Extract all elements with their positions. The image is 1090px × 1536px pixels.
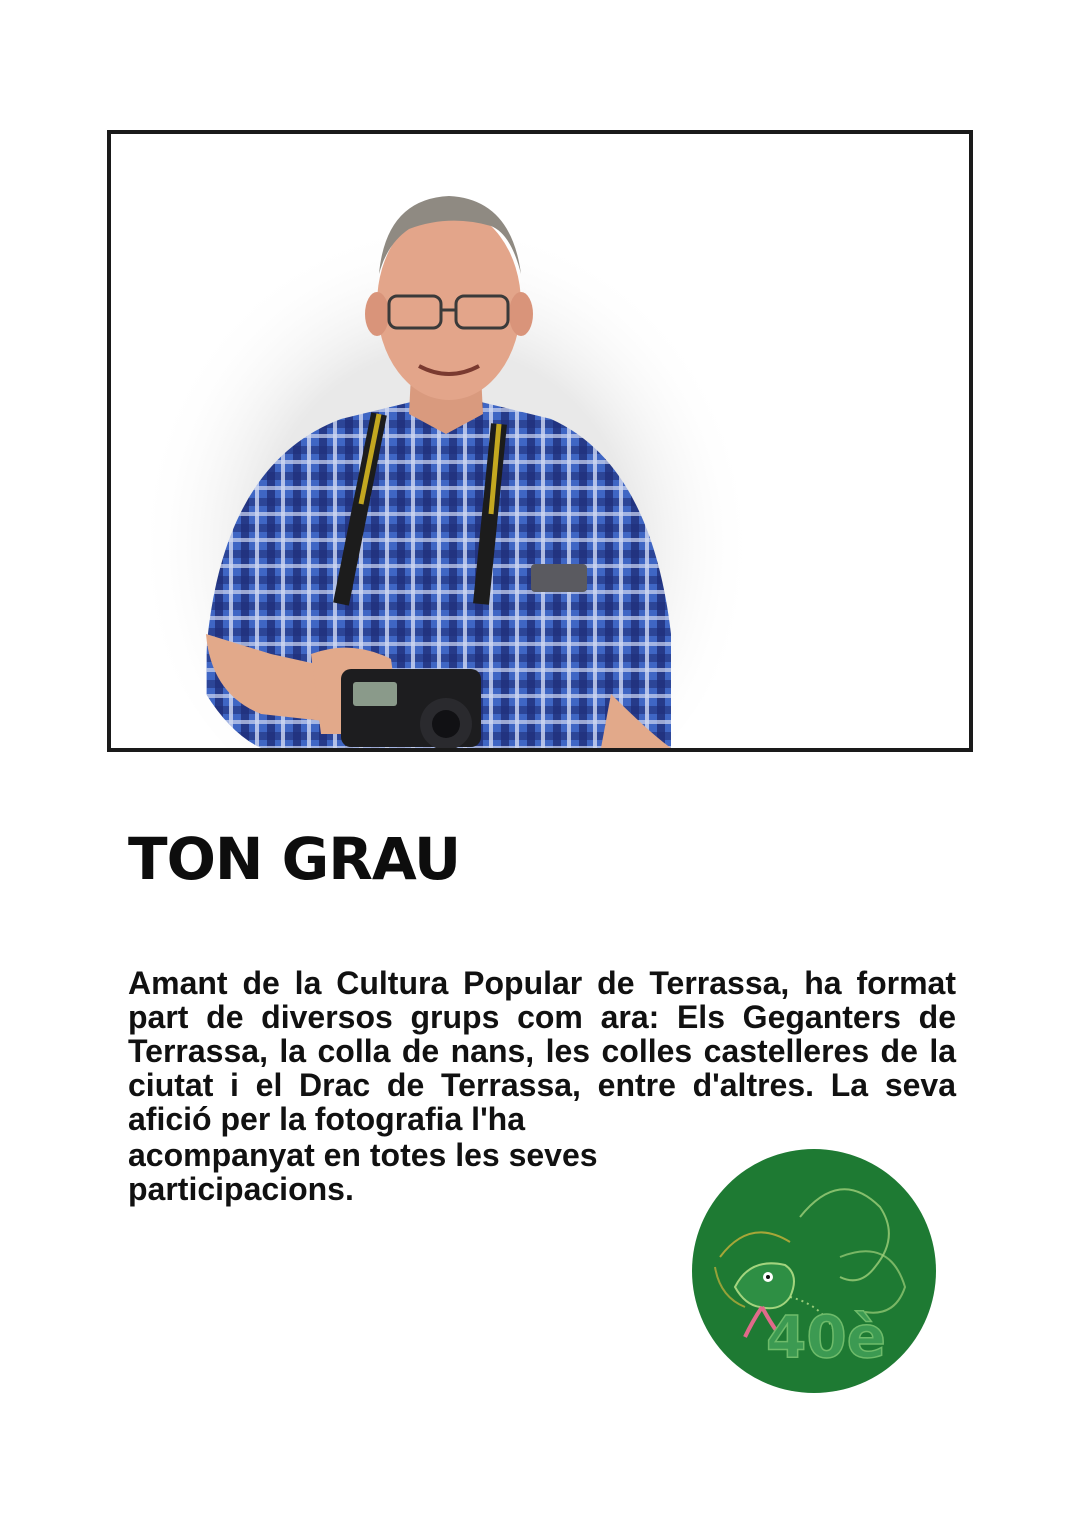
portrait-photo-icon xyxy=(111,134,969,748)
bio-paragraph-main: Amant de la Cultura Popular de Terrassa, ha format part de diversos grups com ara: Els Geganters de Terrassa, la colla de nans, les colles castelleres de la ciutat i el Drac de Terrassa, entre d'altres. La seva afició per la fotografia l'ha xyxy=(128,965,956,1137)
anniversary-emblem xyxy=(690,1147,938,1395)
bio-paragraph-tail: acompanyat en totes les seves participacions. xyxy=(128,1137,598,1207)
dragon-emblem-icon xyxy=(690,1147,938,1395)
portrait-photo xyxy=(107,130,973,752)
emblem-badge-text: 40è xyxy=(765,1303,887,1371)
page-title: TON GRAU xyxy=(128,825,461,893)
